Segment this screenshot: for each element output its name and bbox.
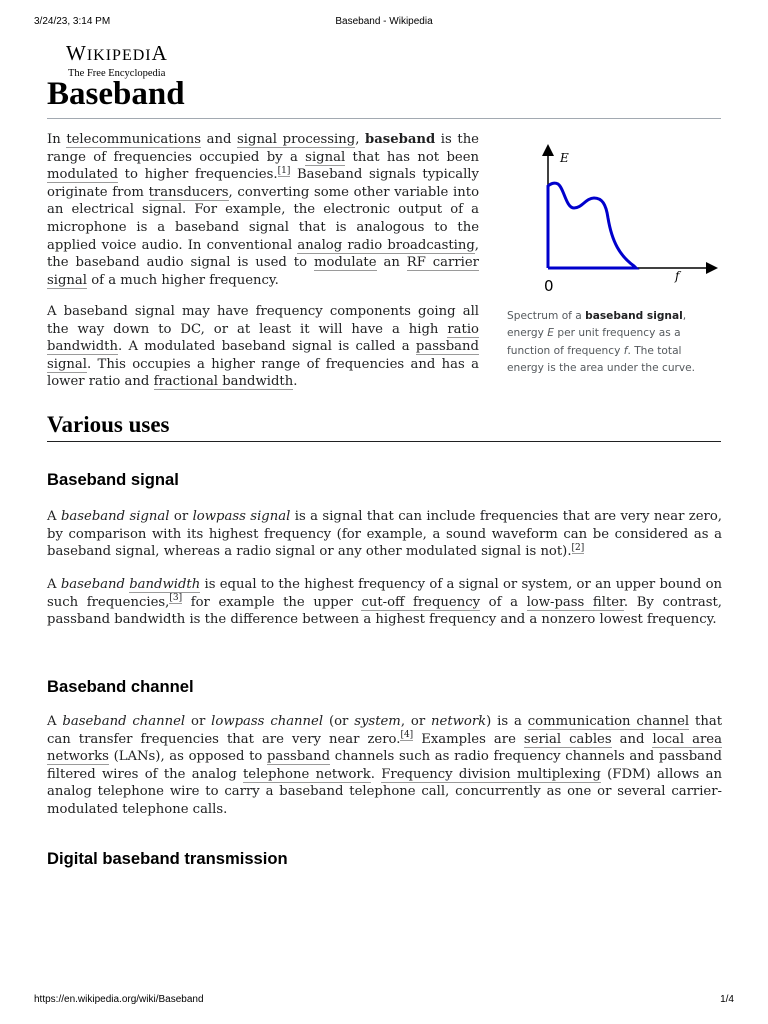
link-fractional-bandwidth[interactable]: fractional bandwidth: [153, 374, 294, 390]
bold-term-baseband: baseband: [365, 132, 436, 147]
subheading-baseband-signal: Baseband signal: [47, 470, 179, 489]
section-heading-various-uses: Various uses: [47, 412, 170, 437]
link-frequency-division-multiplexing[interactable]: Frequency division multiplexing: [381, 766, 601, 782]
link-rf-carrier-signal[interactable]: RF carrier signal: [47, 255, 479, 288]
paragraph-baseband-bandwidth: A baseband bandwidth is equal to the highest frequency of a signal or system, or an upper bound on such frequencies,[3] for example the upper cut-off frequency of a low-pass filter. By contrast, passband bandwidth is the difference between a highest frequency and a nonzero lowest frequency.: [47, 577, 723, 628]
lead-paragraph: In telecommunications and signal processing, baseband is the range of frequencies occupied by a signal that has not been modulated to higher frequencies.[1] Baseband signals typically originate from transducers, converting some other variable into an electrical signal. For example, the electronic output of a microphone is a baseband signal that is analogous to the applied voice audio. In conventional analog radio broadcasting, the baseband audio signal is used to modulate an RF carrier signal of a much higher frequency.: [47, 132, 480, 288]
link-modulated[interactable]: modulated: [47, 167, 119, 183]
title-divider: [47, 118, 721, 119]
link-signal-processing[interactable]: signal processing: [237, 132, 356, 147]
paragraph-baseband-channel: A baseband channel or lowpass channel (or system, or network) is a communication channel that can transfer frequencies that are very near zero.[4] Examples are serial cables and local area networks (LANs), as opposed to passband channels such as radio frequency channels and passband filtered wires of the analog telephone network. Frequency division multiplexing (FDM) allows an analog telephone wire to carry a baseband telephone call, concurrently as one or several carrier-modulated telephone calls.: [47, 714, 722, 817]
spectrum-figure[interactable]: [506, 144, 721, 294]
spectrum-diagram: [506, 144, 721, 294]
reference-3[interactable]: [3]: [169, 593, 183, 604]
figure-caption: Spectrum of a baseband signal, energy E per unit frequency as a function of frequency f. The total energy is the area under the curve.: [507, 310, 696, 375]
section-divider: [47, 441, 721, 442]
reference-1[interactable]: [1]: [277, 165, 291, 176]
link-passband-signal[interactable]: passband signal: [47, 339, 479, 372]
reference-4[interactable]: [4]: [400, 730, 414, 741]
wikipedia-wordmark: WIKIPEDIA: [66, 41, 168, 65]
link-analog-radio-broadcasting[interactable]: analog radio broadcasting: [297, 237, 475, 253]
subheading-baseband-channel: Baseband channel: [47, 677, 194, 696]
print-datetime: 3/24/23, 3:14 PM: [34, 16, 111, 27]
link-passband[interactable]: passband: [266, 749, 331, 765]
link-communication-channel[interactable]: communication channel: [527, 714, 690, 729]
print-page-number: 1/4: [720, 994, 734, 1005]
link-ratio-bandwidth[interactable]: ratio bandwidth: [47, 321, 479, 355]
link-local-area-networks[interactable]: local area networks: [47, 731, 722, 765]
print-page-title: Baseband - Wikipedia: [335, 16, 433, 27]
link-signal[interactable]: signal: [305, 149, 346, 165]
link-telecommunications[interactable]: telecommunications: [66, 132, 201, 147]
link-telephone-network[interactable]: telephone network: [242, 766, 371, 782]
wikipedia-tagline: The Free Encyclopedia: [68, 68, 166, 79]
link-bandwidth[interactable]: bandwidth: [129, 577, 201, 592]
reference-2[interactable]: [2]: [571, 542, 585, 553]
origin-label: 0: [544, 277, 554, 294]
spectrum-curve: [548, 183, 636, 268]
link-cut-off-frequency[interactable]: cut-off frequency: [361, 594, 481, 610]
lead-paragraph-2: A baseband signal may have frequency components going all the way down to DC, or at least it will have a high ratio bandwidth. A modulated baseband signal is called a passband signal. This occupies a higher range of frequencies and has a lower ratio and fractional bandwidth.: [47, 304, 479, 390]
y-axis-label: E: [560, 151, 569, 165]
paragraph-baseband-signal: A baseband signal or lowpass signal is a signal that can include frequencies that are very near zero, by comparison with its highest frequency (for example, a sound waveform can be considered as a baseband signal, whereas a radio signal or any other modulated signal is not).[2]: [47, 509, 722, 560]
subheading-digital-baseband-transmission: Digital baseband transmission: [47, 849, 288, 868]
link-modulate[interactable]: modulate: [313, 255, 377, 271]
print-header: [34, 16, 734, 30]
print-url: https://en.wikipedia.org/wiki/Baseband: [34, 994, 204, 1005]
link-low-pass-filter[interactable]: low-pass filter: [526, 594, 624, 610]
page-title: Baseband: [47, 76, 185, 112]
print-footer: [34, 994, 734, 1008]
x-axis-label: f: [675, 269, 680, 283]
link-serial-cables[interactable]: serial cables: [523, 731, 612, 747]
link-transducers[interactable]: transducers: [148, 184, 229, 200]
